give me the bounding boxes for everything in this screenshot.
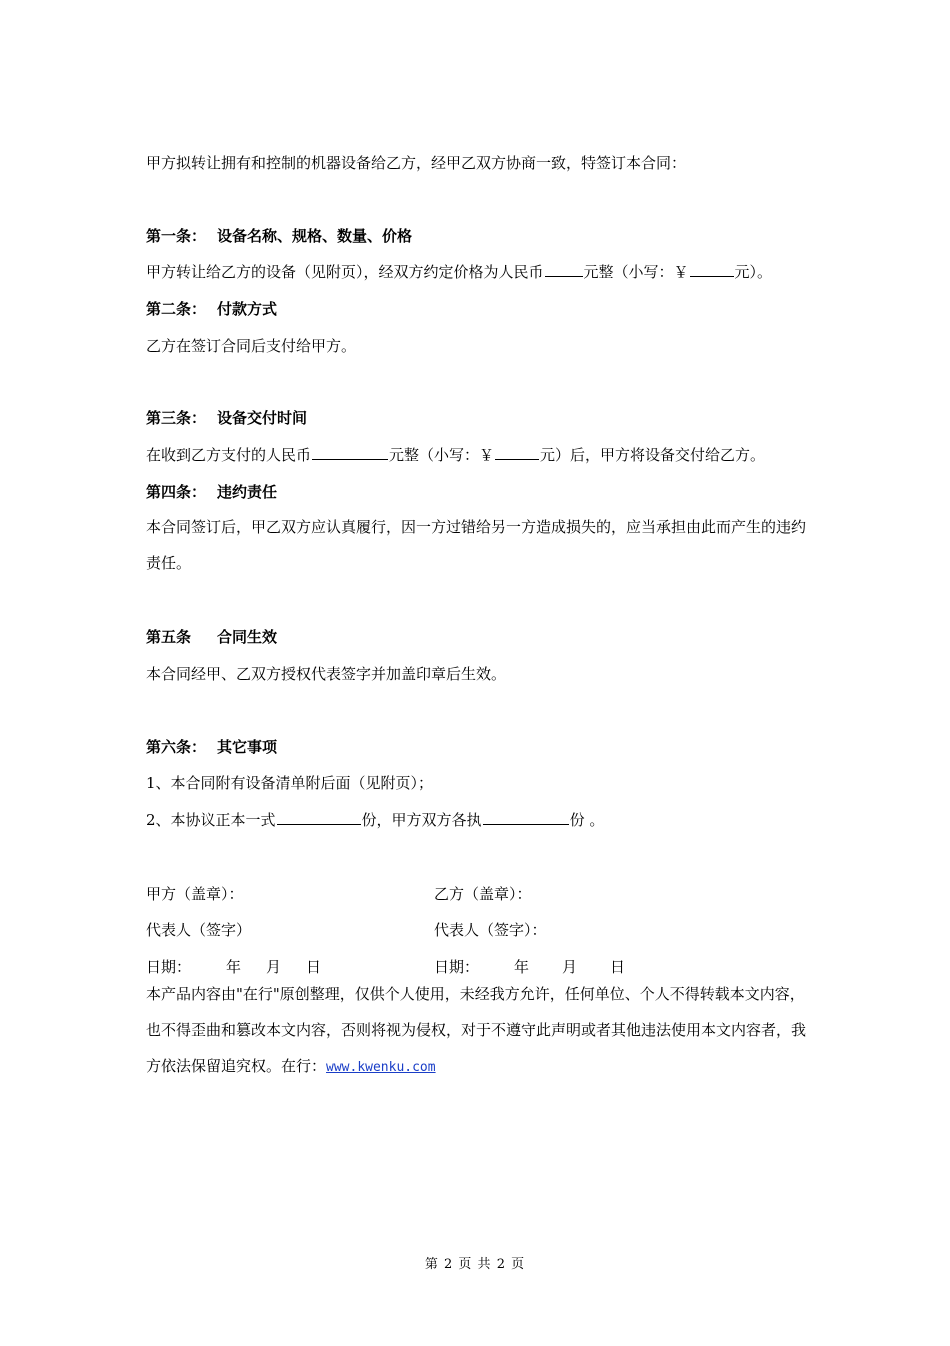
article-1-text-a: 甲方转让给乙方的设备（见附页），经双方约定价格为人民币 xyxy=(146,263,544,281)
article-6-item-2-text-a: 2、本协议正本一式 xyxy=(146,811,276,829)
party-b-date-year: 年 xyxy=(514,958,530,976)
article-6-item-2-text-b: 份，甲方双方各执 xyxy=(361,811,482,829)
article-3-heading xyxy=(146,408,307,428)
price-lowercase-blank[interactable] xyxy=(690,262,734,277)
article-4-heading xyxy=(146,482,277,502)
party-b-representative: 代表人（签字）： xyxy=(434,921,547,939)
article-2-title: 付款方式 xyxy=(217,300,278,318)
party-a-date-label: 日期： xyxy=(146,958,192,976)
copies-blank[interactable] xyxy=(277,810,361,825)
party-a-date-year: 年 xyxy=(226,958,242,976)
party-a-representative: 代表人（签字） xyxy=(146,921,252,939)
disclaimer-text: 本产品内容由"在行"原创整理，仅供个人使用，未经我方允许，任何单位、个人不得转载本文内容，也不得歪曲和篡改本文内容，否则将视为侵权，对于不遵守此声明或者其他违法使用本文内容者，我方依法保留追究权。在行： xyxy=(146,985,807,1075)
party-b-date-label: 日期： xyxy=(434,958,480,976)
article-1-heading xyxy=(146,226,412,246)
party-a-seal: 甲方（盖章）： xyxy=(146,885,244,903)
party-b-date xyxy=(434,957,625,977)
article-2-heading xyxy=(146,299,277,319)
payment-blank[interactable] xyxy=(312,445,388,460)
article-6-heading xyxy=(146,737,277,757)
article-4-body: 本合同签订后，甲乙双方应认真履行，因一方过错给另一方造成损失的，应当承担由此而产生的违约责任。 xyxy=(146,518,807,572)
article-1-text-c: 元）。 xyxy=(734,263,773,281)
article-1-text-b: 元整（小写：￥ xyxy=(583,263,689,281)
party-a-date-day: 日 xyxy=(306,958,322,976)
article-6-item-1: 1、本合同附有设备清单附后面（见附页）； xyxy=(146,774,434,792)
article-6-label: 第六条： xyxy=(146,738,207,756)
article-3-title: 设备交付时间 xyxy=(217,409,308,427)
page-footer: 第 2 页 共 2 页 xyxy=(424,1257,526,1272)
article-5-body: 本合同经甲、乙双方授权代表签字并加盖印章后生效。 xyxy=(146,665,507,683)
party-a-date-month: 月 xyxy=(266,958,282,976)
copies-each-blank[interactable] xyxy=(483,810,569,825)
intro-paragraph: 甲方拟转让拥有和控制的机器设备给乙方，经甲乙双方协商一致，特签订本合同： xyxy=(146,154,687,172)
article-1-title: 设备名称、规格、数量、价格 xyxy=(217,227,413,245)
article-4-title: 违约责任 xyxy=(217,483,278,501)
article-6-title: 其它事项 xyxy=(217,738,278,756)
article-3-text-c: 元）后，甲方将设备交付给乙方。 xyxy=(540,446,766,464)
website-link[interactable]: www.kwenku.com xyxy=(326,1060,436,1075)
article-3-label: 第三条： xyxy=(146,409,207,427)
article-1-body xyxy=(146,262,772,282)
article-3-text-a: 在收到乙方支付的人民币 xyxy=(146,446,312,464)
article-2-body: 乙方在签订合同后支付给甲方。 xyxy=(146,337,357,355)
party-a-date xyxy=(146,957,321,977)
party-b-seal: 乙方（盖章）： xyxy=(434,885,532,903)
party-b-date-day: 日 xyxy=(610,958,626,976)
article-5-heading xyxy=(146,627,277,647)
article-1-label: 第一条： xyxy=(146,227,207,245)
payment-lowercase-blank[interactable] xyxy=(495,445,539,460)
article-3-body xyxy=(146,445,765,465)
party-b-date-month: 月 xyxy=(562,958,578,976)
disclaimer xyxy=(146,976,810,1086)
price-blank[interactable] xyxy=(545,262,583,277)
article-2-label: 第二条： xyxy=(146,300,207,318)
article-6-item-2-text-c: 份 。 xyxy=(569,811,605,829)
article-6-item-2 xyxy=(146,810,604,830)
article-5-title: 合同生效 xyxy=(217,628,278,646)
article-3-text-b: 元整（小写：￥ xyxy=(389,446,495,464)
article-4-label: 第四条： xyxy=(146,483,207,501)
article-5-label: 第五条 xyxy=(146,628,192,646)
